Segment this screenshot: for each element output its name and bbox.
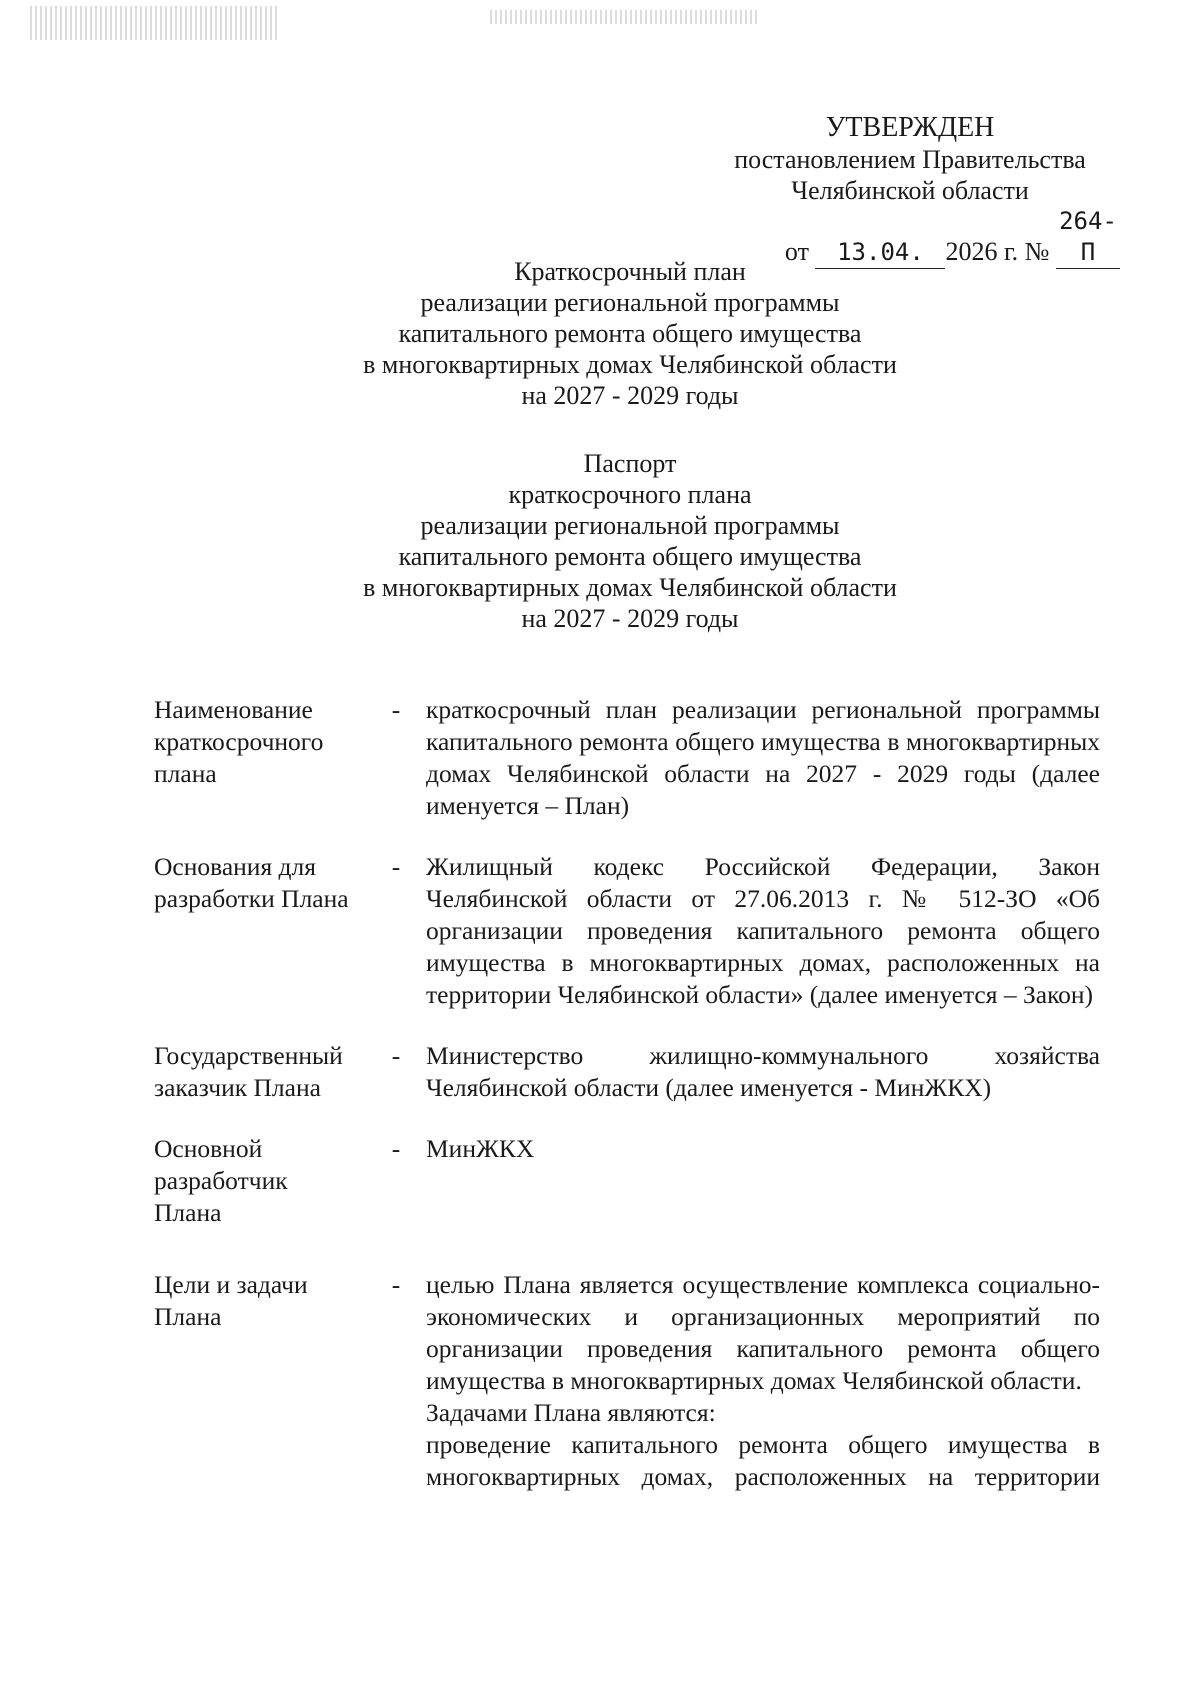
- approval-line-2: Челябинской области: [791, 176, 1029, 205]
- passport-title-line: капитального ремонта общего имущества: [398, 542, 862, 571]
- date-value: 13.04.: [815, 237, 945, 269]
- passport-table: [154, 694, 1100, 1522]
- passport-title: [240, 448, 1020, 634]
- row-dash: -: [391, 1270, 401, 1299]
- tasks-heading: Задачами Плана являются:: [426, 1398, 716, 1427]
- row-label: Наименование краткосрочного плана: [154, 695, 324, 788]
- plan-title-line: на 2027 - 2029 годы: [521, 381, 739, 410]
- row-label: Цели и задачи Плана: [154, 1270, 308, 1331]
- plan-title-line: капитального ремонта общего имущества: [398, 319, 862, 348]
- row-value: [426, 1269, 1100, 1493]
- passport-row-basis: [154, 851, 1100, 1011]
- passport-row-name: [154, 694, 1100, 822]
- plan-title-line: реализации региональной программы: [420, 288, 840, 317]
- row-dash: -: [391, 1041, 401, 1070]
- row-value: краткосрочный план реализации региональной программы капитального ремонта общего имущества в многоквартирных домах Челябинской области на 2027 - 2029 годы (далее именуется – План): [426, 695, 1100, 820]
- plan-title-line: Краткосрочный план: [514, 257, 746, 286]
- row-value: Министерство жилищно-коммунального хозяйства Челябинской области (далее именуется - МинЖКХ): [426, 1041, 1100, 1102]
- year-text: 2026 г. №: [945, 237, 1050, 266]
- approval-heading: УТВЕРЖДЕН: [825, 112, 995, 143]
- scan-artifact-left: [30, 6, 280, 40]
- scan-artifact-center: [490, 10, 760, 24]
- passport-title-line: на 2027 - 2029 годы: [521, 604, 739, 633]
- goals-paragraph: целью Плана является осуществление комплекса социально-экономических и организационных мероприятий по организации проведения капитального ремонта общего имущества в многоквартирных домах Челябинской области.: [426, 1270, 1100, 1395]
- passport-title-line: краткосрочного плана: [508, 480, 752, 509]
- passport-row-goals: [154, 1269, 1100, 1493]
- plan-title-line: в многоквартирных домах Челябинской области: [363, 350, 897, 379]
- approval-stamp: [700, 112, 1120, 269]
- row-dash: -: [391, 852, 401, 881]
- passport-row-developer: [154, 1133, 1100, 1229]
- passport-title-line: реализации региональной программы: [420, 511, 840, 540]
- date-prefix: от: [784, 237, 809, 266]
- approval-line-1: постановлением Правительства: [734, 145, 1086, 174]
- row-label: Государственный заказчик Плана: [154, 1041, 343, 1102]
- decree-number: 264-П: [1056, 206, 1120, 269]
- row-value: Жилищный кодекс Российской Федерации, Закон Челябинской области от 27.06.2013 г. № 512-ЗО «Об организации проведения капитального ремонта общего имущества в многоквартирных домах, расположенных на территории Челябинской области» (далее именуется – Закон): [426, 852, 1100, 1009]
- tasks-paragraph: проведение капитального ремонта общего имущества в многоквартирных домах, расположенных на территории: [426, 1430, 1100, 1491]
- row-value: МинЖКХ: [426, 1134, 535, 1163]
- row-dash: -: [391, 695, 401, 724]
- plan-title: [240, 256, 1020, 411]
- row-label: Основной разработчик Плана: [154, 1134, 288, 1227]
- passport-row-customer: [154, 1040, 1100, 1104]
- passport-title-line: Паспорт: [583, 449, 677, 478]
- row-label: Основания для разработки Плана: [154, 852, 349, 913]
- passport-title-line: в многоквартирных домах Челябинской области: [363, 573, 897, 602]
- row-dash: -: [391, 1134, 401, 1163]
